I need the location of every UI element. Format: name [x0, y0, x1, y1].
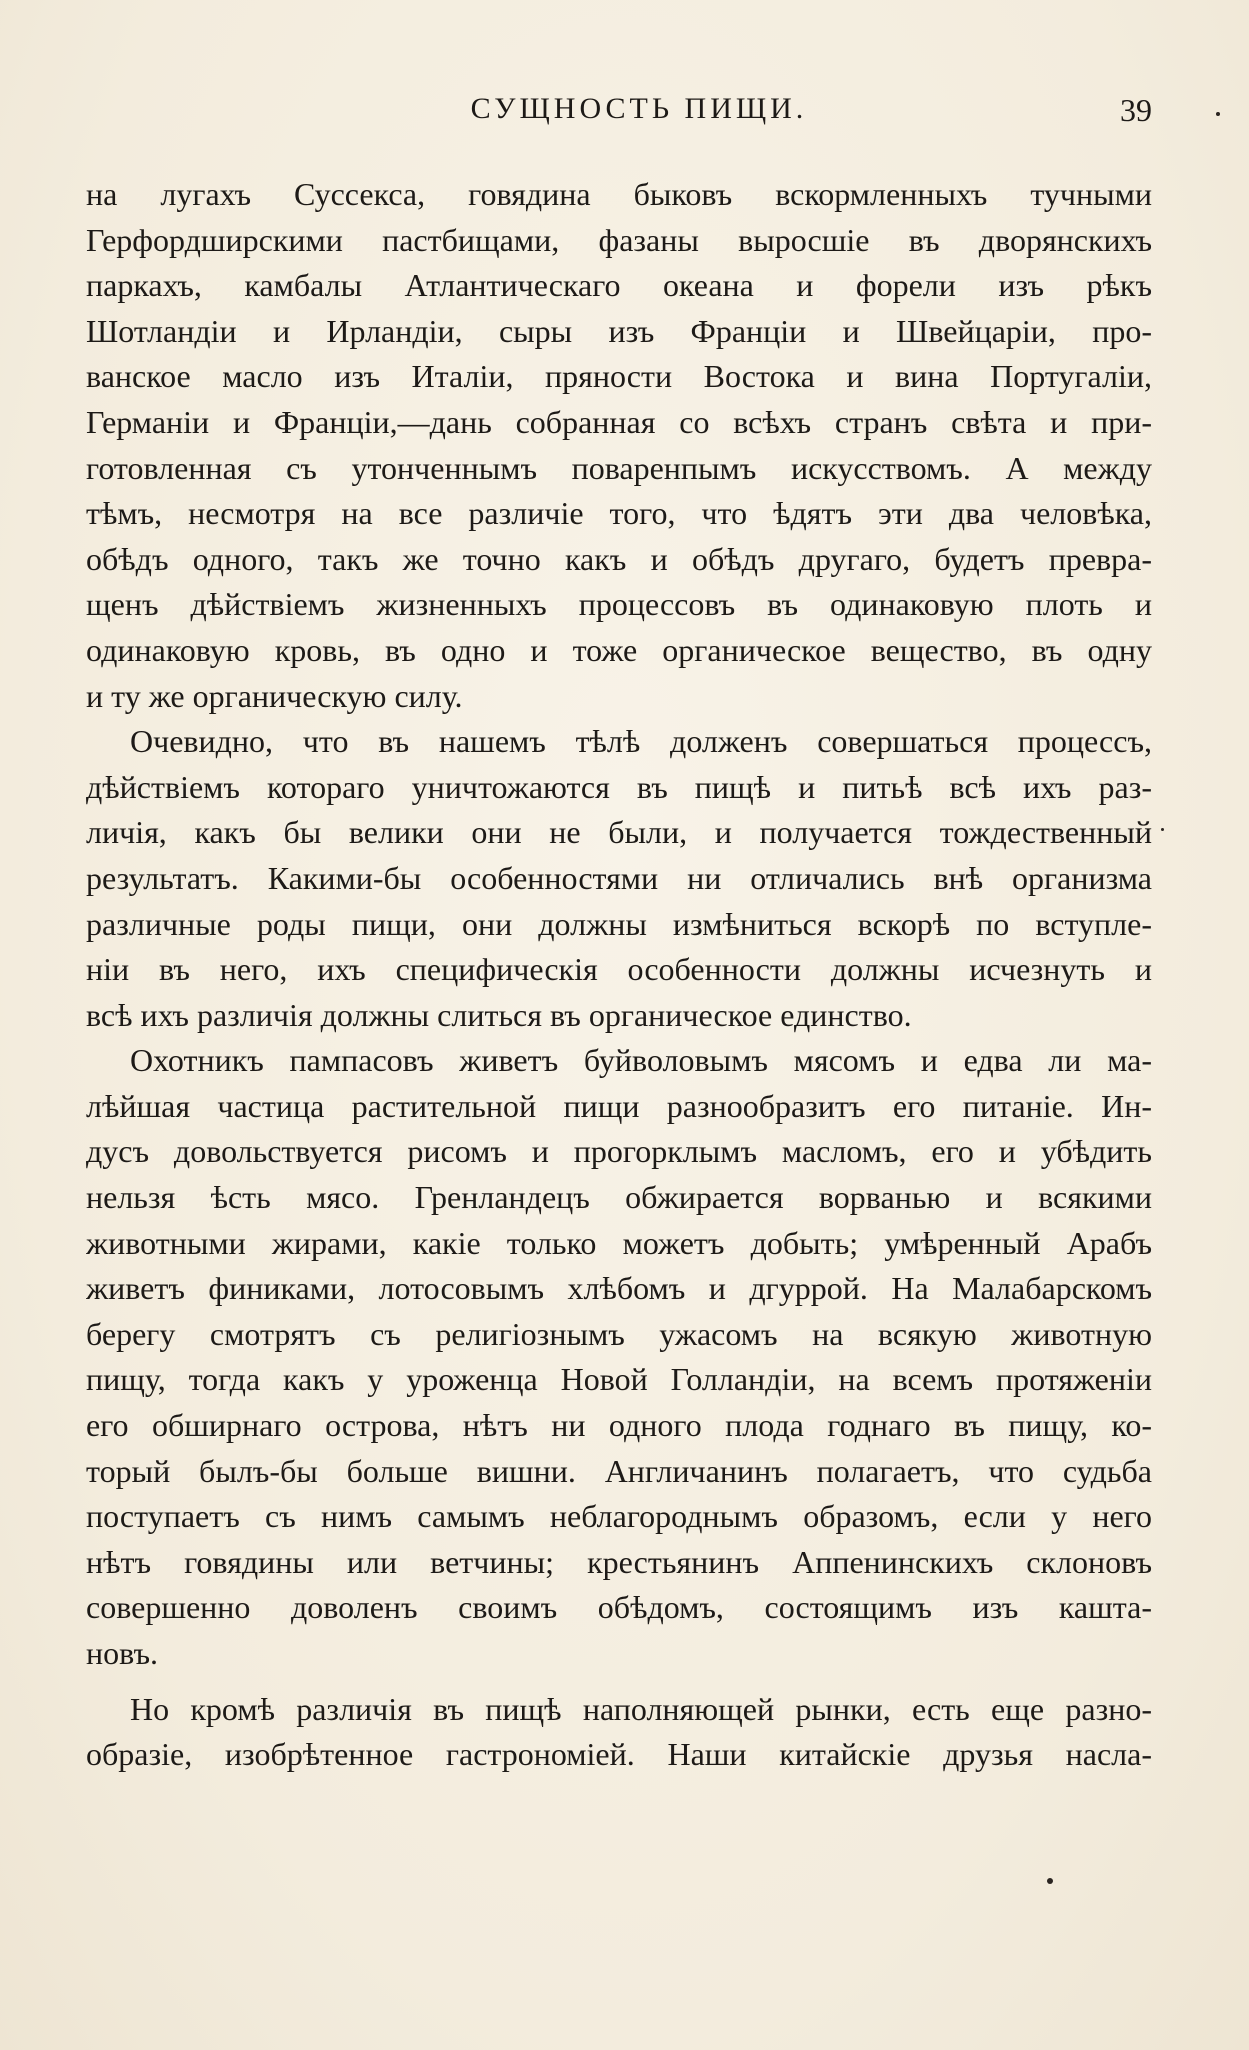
text-line: торый былъ-бы больше вишни. Англичанинъ полагаетъ, что судьба: [86, 1452, 1152, 1489]
running-title: СУЩНОСТЬ ПИЩИ.: [470, 92, 808, 125]
text-line: его обширнаго острова, нѣтъ ни одного плода годнаго въ пищу, ко-: [86, 1407, 1152, 1444]
text-line: щенъ дѣйствіемъ жизненныхъ процессовъ въ одинаковую плоть и: [86, 586, 1152, 623]
text-line: Германіи и Франціи,—дань собранная со всѣхъ странъ свѣта и при-: [86, 403, 1152, 440]
body-text: [86, 172, 1152, 1778]
paragraph-1: [86, 172, 1152, 719]
text-line: и ту же органическую силу.: [86, 677, 463, 714]
text-line: тѣмъ, несмотря на все различіе того, что ѣдятъ эти два человѣка,: [86, 495, 1152, 532]
text-line: паркахъ, камбалы Атлантическаго океана и форели изъ рѣкъ: [86, 267, 1152, 304]
text-line: совершенно доволенъ своимъ обѣдомъ, состоящимъ изъ кашта-: [86, 1589, 1152, 1626]
text-line: новъ.: [86, 1635, 158, 1671]
text-line: Но кромѣ различія въ пищѣ наполняющей рынки, есть еще разно-: [130, 1690, 1152, 1727]
paragraph-2: [86, 719, 1152, 1038]
paragraph-3: [86, 1038, 1152, 1676]
text-line: пищу, тогда какъ у уроженца Новой Голландіи, на всемъ протяженіи: [86, 1361, 1152, 1398]
text-line: животными жирами, какіе только можетъ добыть; умѣренный Арабъ: [86, 1224, 1152, 1261]
text-line: различные роды пищи, они должны измѣниться вскорѣ по вступле-: [86, 905, 1152, 942]
ink-speck: [1216, 112, 1220, 116]
text-line: лѣйшая частица растительной пищи разнообразитъ его питаніе. Ин-: [86, 1087, 1152, 1124]
text-line: всѣ ихъ различія должны слиться въ органическое единство.: [86, 996, 912, 1033]
page-number: 39: [1120, 92, 1152, 128]
text-line: берегу смотрятъ съ религіознымъ ужасомъ на всякую животную: [86, 1315, 1152, 1352]
text-line: поступаетъ съ нимъ самымъ неблагороднымъ образомъ, если у него: [86, 1498, 1152, 1535]
text-line: нѣтъ говядины или ветчины; крестьянинъ Аппенинскихъ склоновъ: [86, 1543, 1152, 1580]
paragraph-4: [86, 1687, 1152, 1778]
text-line: личія, какъ бы велики они не были, и получается тождественный: [86, 814, 1152, 851]
text-line: одинаковую кровь, въ одно и тоже органическое вещество, въ одну: [86, 631, 1152, 668]
text-line: нельзя ѣсть мясо. Гренландецъ обжирается ворванью и всякими: [86, 1179, 1152, 1216]
ink-speck: [1161, 828, 1164, 831]
text-line: Очевидно, что въ нашемъ тѣлѣ долженъ совершаться процессъ,: [130, 723, 1152, 760]
text-line: Герфордширскими пастбищами, фазаны выросшіе въ дворянскихъ: [86, 221, 1152, 258]
text-line: готовленная съ утонченнымъ поваренпымъ искусствомъ. А между: [86, 449, 1152, 486]
text-line: живетъ финиками, лотосовымъ хлѣбомъ и дгуррой. На Малабарскомъ: [86, 1270, 1152, 1307]
text-line: Охотникъ пампасовъ живетъ буйволовымъ мясомъ и едва ли ма-: [130, 1042, 1152, 1079]
text-line: ванское масло изъ Италіи, пряности Востока и вина Португаліи,: [86, 358, 1152, 395]
text-line: на лугахъ Суссекса, говядина быковъ вскормленныхъ тучными: [86, 176, 1152, 212]
text-line: дусъ довольствуется рисомъ и прогорклымъ масломъ, его и убѣдить: [86, 1133, 1152, 1170]
text-line: обѣдъ одного, такъ же точно какъ и обѣдъ другаго, будетъ превра-: [86, 540, 1152, 577]
text-line: Шотландіи и Ирландіи, сыры изъ Франціи и Швейцаріи, про-: [86, 312, 1152, 349]
text-line: результатъ. Какими-бы особенностями ни отличались внѣ организма: [86, 859, 1152, 896]
running-head: [86, 92, 1152, 132]
text-line: дѣйствіемъ котораго уничтожаются въ пищѣ и питьѣ всѣ ихъ раз-: [86, 768, 1152, 805]
text-line: ніи въ него, ихъ специфическія особенности должны исчезнуть и: [86, 951, 1152, 988]
text-line: образіе, изобрѣтенное гастрономіей. Наши китайскіе друзья насла-: [86, 1736, 1152, 1773]
ink-speck: [1047, 1878, 1053, 1884]
